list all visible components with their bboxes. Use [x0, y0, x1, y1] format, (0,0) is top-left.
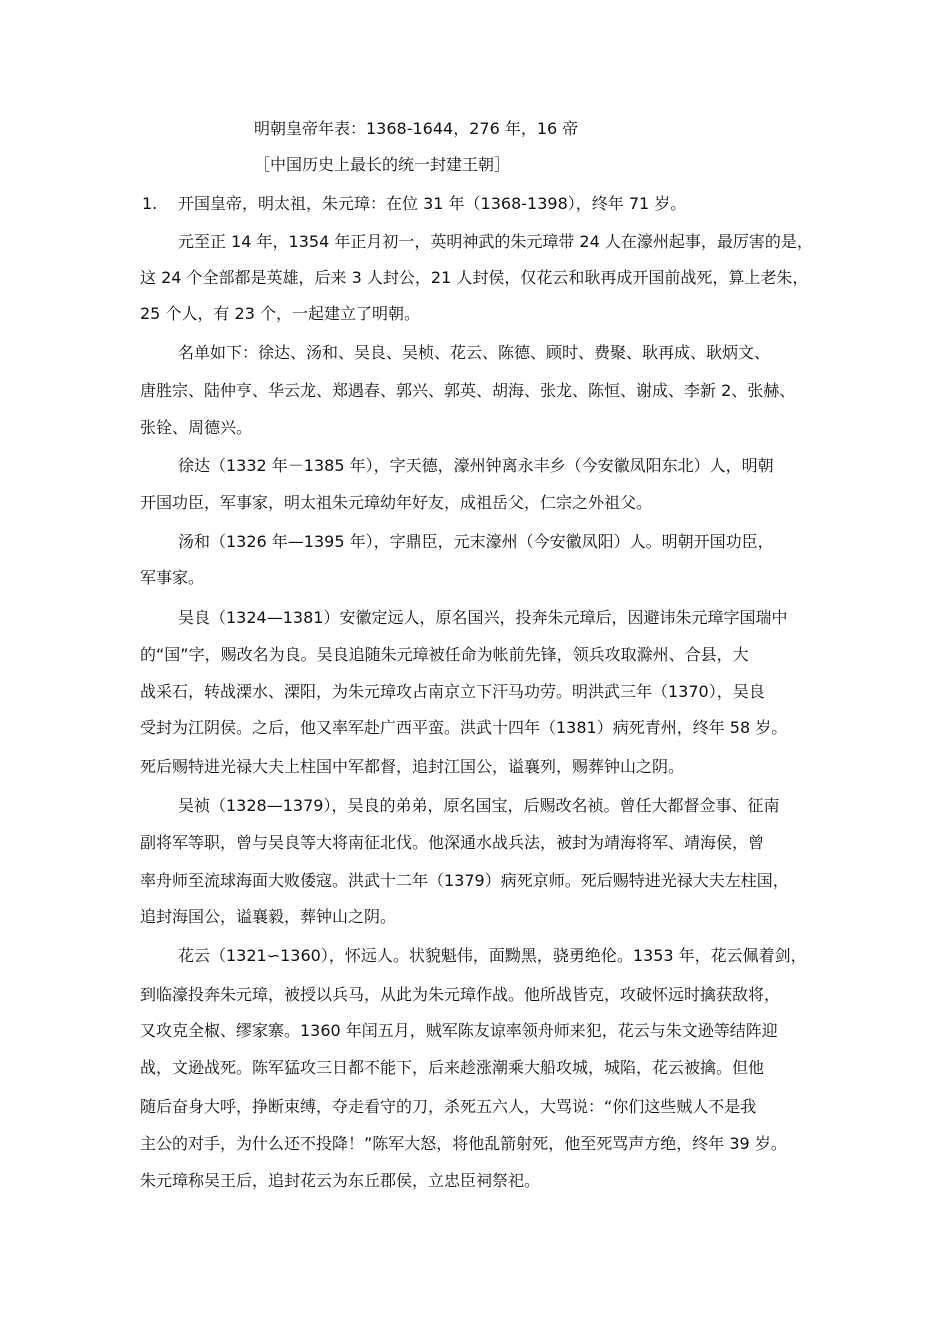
paragraph-line: 战采石，转战溧水、溧阳，为朱元璋攻占南京立下汗马功劳。明洪武三年（1370），吴良 [140, 682, 765, 701]
paragraph-line: 又攻克全椒、缪家寨。1360 年闰五月，贼军陈友谅率领舟师来犯，花云与朱文逊等结阵迎 [140, 1021, 778, 1040]
paragraph-line: 朱元璋称吴王后，追封花云为东丘郡侯，立忠臣祠祭祀。 [140, 1171, 541, 1190]
paragraph-line: 开国功臣，军事家，明太祖朱元璋幼年好友，成祖岳父，仁宗之外祖父。 [140, 493, 653, 512]
paragraph-line: 军事家。 [140, 568, 205, 587]
paragraph-line: 元至正 14 年，1354 年正月初一，英明神武的朱元璋带 24 人在濠州起事，最厉害的是， [178, 232, 813, 251]
paragraph-line: 主公的对手，为什么还不投降！”陈军大怒，将他乱箭射死，他至死骂声方绝，终年 39 岁。 [140, 1134, 787, 1153]
paragraph-line: 汤和（1326 年—1395 年），字鼎臣，元末濠州（今安徽凤阳）人。明朝开国功臣， [178, 532, 774, 551]
paragraph-line: 副将军等职，曾与吴良等大将南征北伐。他深通水战兵法，被封为靖海将军、靖海侯，曾 [140, 833, 765, 852]
paragraph-line: 花云（1321∽1360），怀远人。状貌魁伟，面黝黑，骁勇绝伦。1353 年，花云佩着剑， [178, 946, 807, 965]
page-title: 明朝皇帝年表：1368-1644，276 年，16 帝 [254, 119, 579, 138]
paragraph-line: 徐达（1332 年－1385 年），字天德，濠州钟离永丰乡（今安徽凤阳东北）人，明朝 [178, 456, 774, 475]
paragraph-line: 战，文逊战死。陈军猛攻三日都不能下，后来趁涨潮乘大船攻城，城陷，花云被擒。但他 [140, 1058, 765, 1077]
paragraph-line: 受封为江阴侯。之后，他又率军赴广西平蛮。洪武十四年（1381）病死青州，终年 58 岁。 [140, 718, 788, 737]
section-heading: 开国皇帝，明太祖，朱元璋：在位 31 年（1368-1398），终年 71 岁。 [178, 194, 687, 213]
page-subtitle: ［中国历史上最长的统一封建王朝］ [254, 155, 511, 174]
paragraph-line: 率舟师至流球海面大败倭寇。洪武十二年（1379）病死京师。死后赐特进光禄大夫左柱国， [140, 871, 789, 890]
paragraph-line: 随后奋身大呼，挣断束缚，夺走看守的刀，杀死五六人，大骂说：“你们这些贼人不是我 [140, 1097, 757, 1116]
section-number: 1. [142, 194, 158, 213]
paragraph-line: 25 个人，有 23 个，一起建立了明朝。 [140, 304, 420, 323]
paragraph-line: 死后赐特进光禄大夫上柱国中军都督，追封江国公，谥襄列，赐葬钟山之阴。 [140, 757, 685, 776]
paragraph-line: 吴良（1324—1381）安徽定远人，原名国兴，投奔朱元璋后，因避讳朱元璋字国瑞中 [178, 608, 788, 627]
paragraph-line: 追封海国公，谥襄毅，葬钟山之阴。 [140, 907, 397, 926]
paragraph-line: 吴祯（1328—1379），吴良的弟弟，原名国宝，后赐改名祯。曾任大都督佥事、征南 [178, 796, 780, 815]
paragraph-line: 名单如下：徐达、汤和、吴良、吴桢、花云、陈德、顾时、费聚、耿再成、耿炳文、 [178, 343, 771, 362]
paragraph-line: 唐胜宗、陆仲亨、华云龙、郑遇春、郭兴、郭英、胡海、张龙、陈恒、谢成、李新 2、张赫、 [140, 381, 796, 400]
paragraph-line: 张铨、周德兴。 [140, 418, 253, 437]
paragraph-line: 的“国”字，赐改名为良。吴良追随朱元璋被任命为帐前先锋，领兵攻取滁州、合县，大 [140, 645, 749, 664]
paragraph-line: 这 24 个全部都是英雄，后来 3 人封公，21 人封侯，仅花云和耿再成开国前战死，算上老朱， [140, 268, 809, 287]
paragraph-line: 到临濠投奔朱元璋，被授以兵马，从此为朱元璋作战。他所战皆克，攻破怀远时擒获敌将， [140, 985, 781, 1004]
